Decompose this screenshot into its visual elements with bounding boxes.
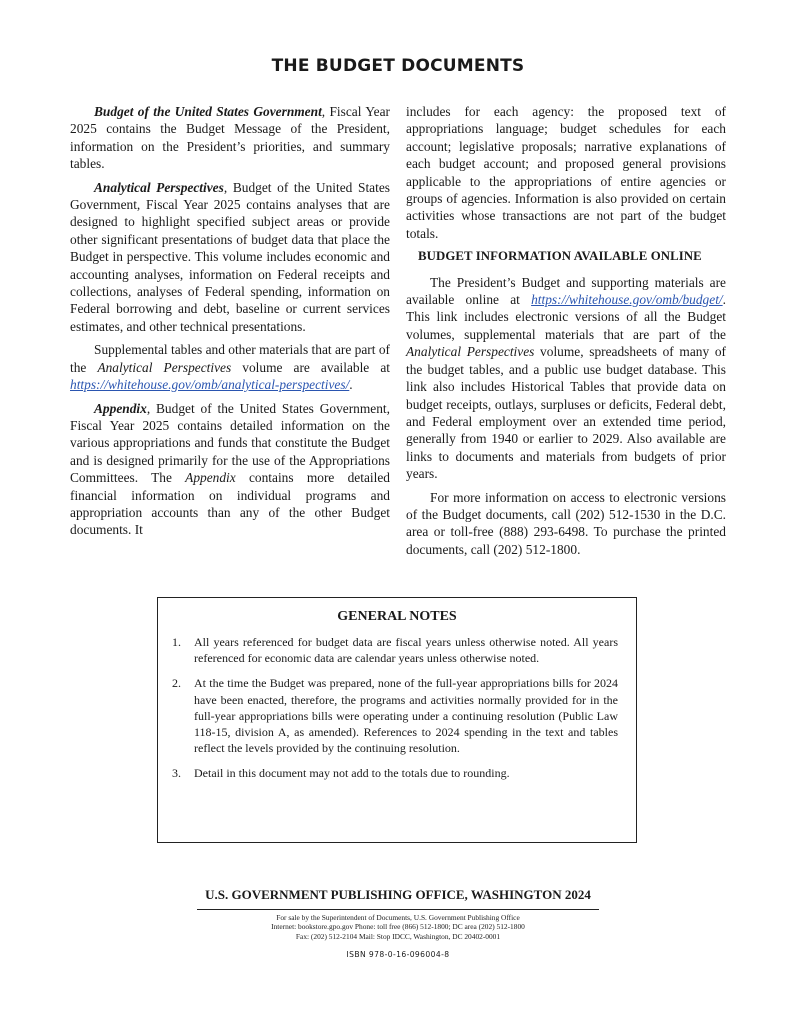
publisher-line: U.S. GOVERNMENT PUBLISHING OFFICE, WASHINGTON 2024 — [205, 887, 591, 902]
online-text-b: . This link includes electronic versions of all the Budget volumes, supplemental materials that are part of the — [406, 292, 726, 342]
general-notes-box — [157, 597, 637, 843]
online-text-c: volume, spreadsheets of many of the budget tables, and a public use budget database. This link also includes Historical Tables that provide data on budget receipts, outlays, surpluses or deficits, Federal debt, and Federal employment over an extended time period, generally from 1940 or earlier to 2029. Also available are links to documents and materials from budgets of prior years. — [406, 344, 726, 482]
note-number: 3. — [172, 766, 181, 781]
appendix-paragraph — [70, 400, 390, 539]
note-text: Detail in this document may not add to the totals due to rounding. — [194, 766, 510, 781]
appendix-description: , Budget of the United States Government, Fiscal Year 2025 contains detailed information on the various appropriations and funds that constitute the Budget and is designed primarily for the use of the Appropriations Committees. The — [70, 400, 390, 486]
supplemental-text-b: volume are available at — [231, 359, 390, 375]
sale-line: Fax: (202) 512-2104 Mail: Stop IDCC, Washington, DC 20402-0001 — [295, 931, 501, 941]
analytical-perspectives-description: , Budget of the United States Government, Fiscal Year 2025 contains analyses that are designed to highlight specified subject areas or provide other significant presentations of budget data that place the Budget in perspective. This volume includes economic and accounting analyses, information on Federal receipts and collections, analyses of Federal spending, information on Federal borrowing and debt, baseline or current services estimates, and other technical presentations. — [70, 179, 390, 334]
sale-line: For sale by the Superintendent of Documents, U.S. Government Publishing Office — [276, 913, 520, 922]
online-paragraph — [406, 274, 726, 483]
isbn: ISBN 978-0-16-096004-8 — [346, 950, 450, 959]
analytical-perspectives-title: Analytical Perspectives — [94, 179, 224, 195]
contact-paragraph: For more information on access to electronic versions of the Budget documents, call (202) 512-1530 in the D.C. area or toll-free (888) 293-6498. To purchase the printed documents, call (202) 512-1800. — [406, 489, 726, 557]
appendix-description-b: contains more detailed financial information on individual programs and appropriation accounts than any of the other Budget documents. It — [70, 470, 390, 538]
note-item — [172, 765, 618, 781]
analytical-perspectives-paragraph — [70, 179, 390, 336]
budget-title: Budget of the United States Government — [94, 104, 322, 119]
general-notes-list — [172, 634, 618, 791]
online-italic: Analytical Perspectives — [406, 344, 535, 360]
supplemental-end: . — [349, 377, 353, 393]
supplemental-italic: Analytical Perspectives — [97, 359, 232, 375]
supplemental-text: Supplemental tables and other materials that are part of the — [70, 342, 390, 375]
general-notes-title: GENERAL NOTES — [337, 609, 457, 624]
page-title: THE BUDGET DOCUMENTS — [271, 56, 525, 76]
note-number: 1. — [172, 635, 181, 649]
note-text: At the time the Budget was prepared, none of the full-year appropriations bills for 2024 have been enacted, therefore, the programs and activities normally provided for in the full-year appropriations bills were operating under a continuing resolution (Public Law 118-15, division A, as amended). References to 2024 spending in the text and tables reflect the levels provided by the continuing resolution. — [194, 676, 618, 756]
sale-information — [0, 913, 796, 941]
sale-line: Internet: bookstore.gpo.gov Phone: toll free (866) 512-1800; DC area (202) 512-1800 — [271, 922, 525, 932]
budget-paragraph — [70, 103, 390, 173]
note-item — [172, 675, 618, 756]
note-number: 2. — [172, 676, 181, 691]
appendix-continued-paragraph: includes for each agency: the proposed text of appropriations language; budget schedules for each account; legislative proposals; narrative explanations of each budget account; and proposed general provisions applicable to the appropriations of entire agencies or groups of agencies. Information is also provided on certain activities whose transactions are not part of the budget totals. — [406, 104, 726, 241]
section-heading-online: BUDGET INFORMATION AVAILABLE ONLINE — [418, 249, 702, 264]
note-item — [172, 634, 618, 666]
appendix-title: Appendix — [94, 400, 147, 416]
appendix-italic: Appendix — [185, 470, 236, 486]
footer-divider — [197, 909, 599, 910]
online-text: The President’s Budget and supporting materials are available online at — [406, 274, 726, 308]
left-column — [70, 103, 390, 545]
supplemental-paragraph — [70, 341, 390, 393]
budget-description: , Fiscal Year 2025 contains the Budget Message of the President, information on the President’s priorities, and summary tables. — [70, 104, 390, 172]
budget-link[interactable]: https://whitehouse.gov/omb/budget/ — [531, 292, 723, 308]
analytical-perspectives-link[interactable]: https://whitehouse.gov/omb/analytical-perspectives/ — [70, 377, 350, 393]
right-column — [406, 103, 726, 564]
note-text: All years referenced for budget data are fiscal years unless otherwise noted. All years referenced for economic data are calendar years unless otherwise noted. — [194, 635, 618, 666]
